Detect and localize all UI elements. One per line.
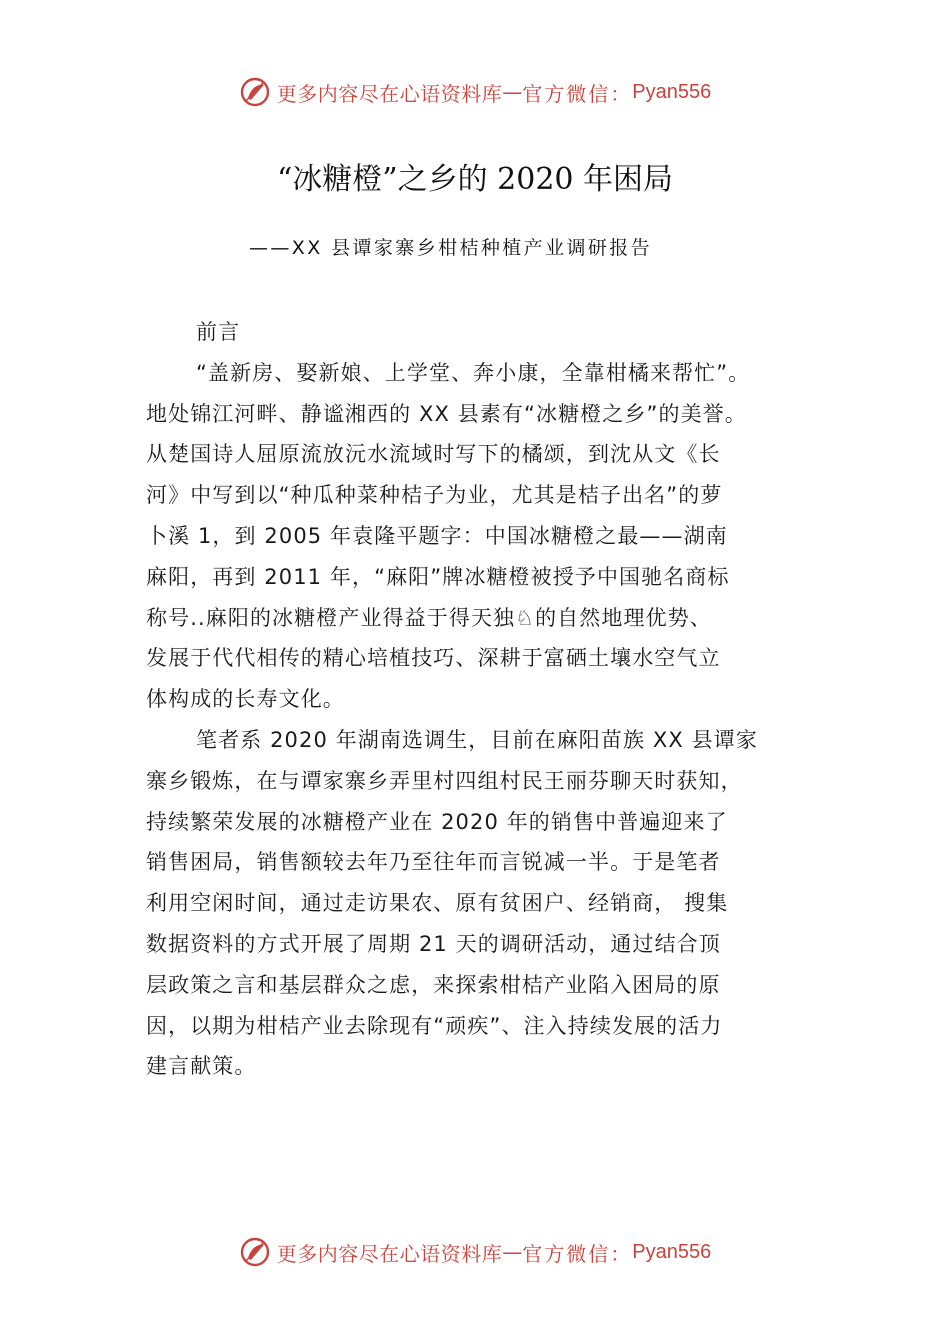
paragraph-line: 发展于代代相传的精心培植技巧、深耕于富硒土壤水空气立	[146, 646, 721, 671]
paragraph-line: 称号..麻阳的冰糖橙产业得益于得天独♘的自然地理优势、	[146, 605, 712, 630]
paragraph-line: 数据资料的方式开展了周期 21 天的调研活动，通过结合顶	[146, 931, 721, 956]
paragraph-line: 河》中写到以“种瓜种菜种桔子为业，尤其是桔子出名”的萝	[146, 483, 723, 508]
footer-wechat-id: Pyan556	[632, 1240, 712, 1263]
document-title: “冰糖橙”之乡的 2020 年困局	[276, 162, 674, 197]
brand-logo-icon	[239, 76, 271, 108]
footer-dash: —	[502, 1240, 523, 1264]
document-subtitle: ——XX 县谭家寨乡柑桔种植产业调研报告	[249, 237, 653, 259]
brand-logo-icon	[239, 1236, 271, 1268]
paragraph-line: 持续繁荣发展的冰糖橙产业在 2020 年的销售中普遍迎来了	[146, 809, 728, 834]
document-body	[146, 312, 822, 1087]
footer-wechat-label: 官方微信：	[522, 1241, 633, 1266]
paragraph-line: 麻阳，再到 2011 年，“麻阳”牌冰糖橙被授予中国驰名商标	[146, 564, 730, 589]
paragraph-line: 卜溪 1，到 2005 年袁隆平题字：中国冰糖橙之最——湖南	[146, 523, 728, 548]
section-heading: 前言	[196, 320, 241, 344]
paragraph-line: 销售困局，销售额较去年乃至往年而言锐减一半。于是笔者	[146, 850, 721, 875]
paragraph-line: 地处锦江河畔、静谧湘西的 XX 县素有“冰糖橙之乡”的美誉。	[146, 401, 747, 426]
paragraph-line: 因，以期为柑桔产业去除现有“顽疾”、注入持续发展的活力	[146, 1013, 723, 1038]
paragraph-line: 体构成的长寿文化。	[146, 687, 345, 712]
banner-wechat-id: Pyan556	[632, 80, 712, 103]
paragraph-line: “盖新房、娶新娘、上学堂、奔小康，全靠柑橘来帮忙”。	[196, 360, 751, 385]
footer-title: 更多内容尽在心语资料库	[276, 1241, 503, 1266]
paragraph-line: 从楚国诗人屈原流放沅水流域时写下的橘颂，到沈从文《长	[146, 442, 721, 467]
footer-banner	[0, 1232, 950, 1272]
paragraph-line: 层政策之言和基层群众之虑，来探索柑桔产业陷入困局的原	[146, 972, 721, 997]
banner-wechat-label: 官方微信：	[522, 81, 633, 106]
paragraph-line: 利用空闲时间，通过走访果农、原有贫困户、经销商， 搜集	[146, 891, 729, 916]
banner-title: 更多内容尽在心语资料库	[276, 81, 503, 106]
paragraph-2	[146, 720, 822, 1087]
paragraph-1	[146, 353, 822, 720]
paragraph-line: 笔者系 2020 年湖南选调生，目前在麻阳苗族 XX 县谭家	[196, 727, 758, 752]
paragraph-line: 寨乡锻炼，在与谭家寨乡弄里村四组村民王丽芬聊天时获知，	[146, 768, 743, 793]
header-banner	[0, 72, 950, 112]
paragraph-line: 建言献策。	[146, 1054, 257, 1079]
banner-dash: —	[502, 80, 523, 104]
